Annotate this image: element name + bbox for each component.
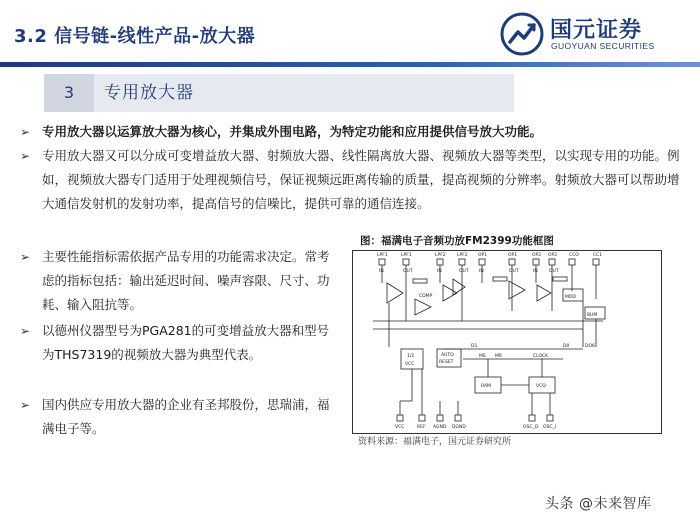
svg-text:DGND: DGND bbox=[452, 425, 466, 430]
page-header bbox=[0, 0, 700, 62]
svg-text:D0: D0 bbox=[563, 344, 570, 349]
svg-text:IN: IN bbox=[379, 269, 384, 274]
svg-text:CLOCK: CLOCK bbox=[533, 354, 549, 359]
svg-text:OUT: OUT bbox=[459, 269, 469, 274]
arrow-bullet-icon: ➢ bbox=[20, 398, 31, 412]
bullet-item-4 bbox=[20, 319, 340, 367]
block-diagram-figure bbox=[352, 250, 662, 434]
svg-text:IN: IN bbox=[479, 269, 484, 274]
svg-text:OUT: OUT bbox=[403, 269, 413, 274]
svg-text:COMP: COMP bbox=[419, 294, 433, 299]
svg-text:AUTO: AUTO bbox=[441, 353, 454, 358]
svg-text:OP1: OP1 bbox=[508, 253, 518, 258]
logo-english-name: GUOYUAN SECURITIES bbox=[551, 41, 655, 51]
guoyuan-logo-icon bbox=[500, 12, 544, 56]
svg-text:IN: IN bbox=[533, 269, 538, 274]
figure-source: 资料来源：福满电子，国元证券研究所 bbox=[358, 437, 512, 447]
svg-text:D1: D1 bbox=[471, 344, 478, 349]
svg-text:REF: REF bbox=[417, 425, 426, 430]
section-title: 专用放大器 bbox=[104, 83, 194, 103]
page-title: 3.2 信号链-线性产品-放大器 bbox=[14, 26, 256, 47]
bullet-text: 国内供应专用放大器的企业有圣邦股份，思瑞浦，福满电子等。 bbox=[42, 397, 330, 436]
watermark-text: 头条 @未来智库 bbox=[545, 496, 652, 512]
arrow-bullet-icon: ➢ bbox=[20, 149, 31, 163]
fm2399-block-diagram bbox=[353, 251, 661, 433]
svg-text:AGND: AGND bbox=[433, 425, 447, 430]
logo-chinese-name: 国元证券 bbox=[550, 18, 643, 43]
bullet-text: 专用放大器又可以分成可变增益放大器、射频放大器、线性隔离放大器、视频放大器等类型，以实现专用的功能。例如，视频放大器专门适用于处理视频信号，保证视频远距离传输的质量，提高视频的分辨率。射频放大器可以帮助增大通信发射机的发射功率，提高信号的信噪比，提供可靠的通信连接。 bbox=[42, 148, 680, 211]
svg-text:1/2: 1/2 bbox=[407, 354, 415, 359]
svg-text:RESET: RESET bbox=[439, 360, 454, 365]
svg-text:VCC: VCC bbox=[405, 362, 415, 367]
svg-text:VCO: VCO bbox=[536, 384, 546, 389]
svg-text:LPF2: LPF2 bbox=[457, 253, 468, 258]
svg-text:MR: MR bbox=[495, 354, 503, 359]
company-logo bbox=[500, 12, 690, 56]
svg-text:OUT: OUT bbox=[549, 269, 559, 274]
svg-text:BUM: BUM bbox=[587, 313, 598, 318]
svg-text:RAM: RAM bbox=[481, 384, 491, 389]
arrow-bullet-icon: ➢ bbox=[20, 125, 31, 139]
svg-text:DO6: DO6 bbox=[585, 344, 595, 349]
svg-text:MS: MS bbox=[479, 354, 486, 359]
svg-text:OUT: OUT bbox=[509, 269, 519, 274]
svg-text:OP1: OP1 bbox=[478, 253, 488, 258]
header-divider-bar bbox=[0, 62, 700, 67]
svg-text:OSC_O: OSC_O bbox=[523, 425, 539, 430]
svg-text:OP2: OP2 bbox=[532, 253, 542, 258]
svg-text:VCC: VCC bbox=[395, 425, 405, 430]
svg-text:CC1: CC1 bbox=[593, 253, 603, 258]
arrow-bullet-icon: ➢ bbox=[20, 324, 31, 338]
figure-caption: 图：福满电子音频功放FM2399功能框图 bbox=[360, 235, 554, 247]
svg-text:IN: IN bbox=[437, 269, 442, 274]
svg-text:OSC_I: OSC_I bbox=[543, 425, 557, 430]
svg-text:LPF1: LPF1 bbox=[377, 253, 388, 258]
svg-text:LPF1: LPF1 bbox=[401, 253, 412, 258]
bullet-item-2 bbox=[20, 144, 680, 216]
bullet-text: 主要性能指标需依据产品专用的功能需求决定。常考虑的指标包括：输出延迟时间、噪声容限、尺寸、功耗、输入阻抗等。 bbox=[42, 249, 330, 312]
section-number: 3 bbox=[44, 74, 94, 112]
bullet-text: 以德州仪器型号为PGA281的可变增益放大器和型号为THS7319的视频放大器为典型代表。 bbox=[42, 323, 330, 362]
svg-text:OP2: OP2 bbox=[548, 253, 558, 258]
svg-text:MOD: MOD bbox=[565, 295, 576, 300]
arrow-bullet-icon: ➢ bbox=[20, 250, 31, 264]
bullet-text: 专用放大器以运算放大器为核心，并集成外围电路，为特定功能和应用提供信号放大功能。 bbox=[42, 124, 543, 139]
bullet-item-5 bbox=[20, 393, 340, 441]
bullet-item-3 bbox=[20, 245, 340, 317]
bullet-item-1 bbox=[20, 120, 680, 144]
svg-text:CCO: CCO bbox=[569, 253, 579, 258]
svg-text:LPF2: LPF2 bbox=[435, 253, 446, 258]
